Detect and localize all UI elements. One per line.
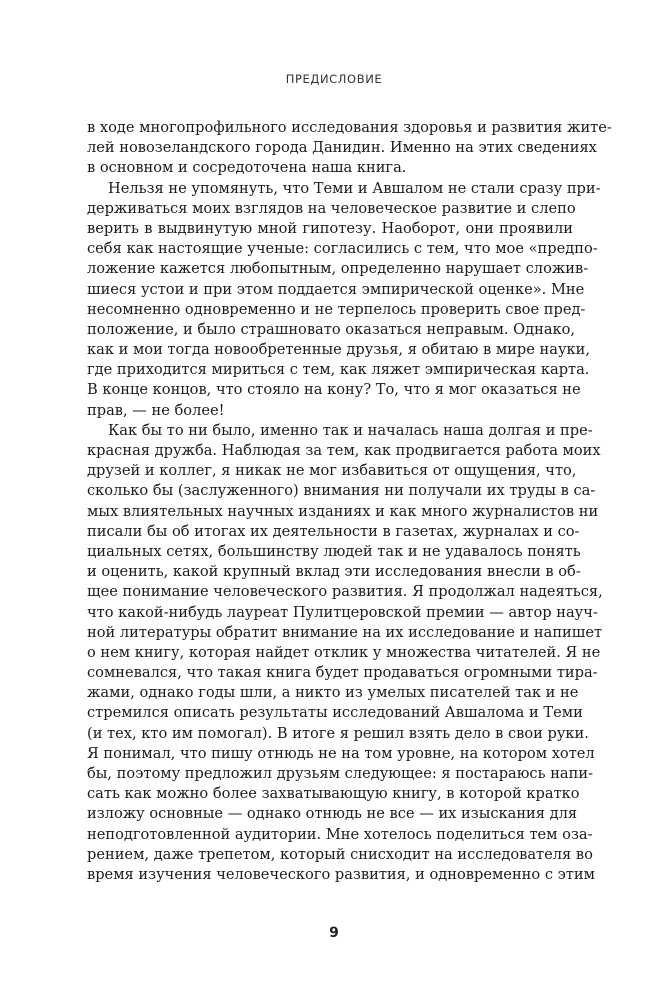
text-line: лей новозеландского города Данидин. Именно на этих сведениях	[87, 139, 597, 157]
text-line: в основном и сосредоточена наша книга.	[87, 159, 407, 177]
text-line: что какой-нибудь лауреат Пулитцеровской премии — автор науч-	[87, 603, 598, 621]
text-line: сколько бы (заслуженного) внимания ни получали их труды в са-	[87, 482, 596, 500]
text-line: мых влиятельных научных изданиях и как много журналистов ни	[87, 502, 599, 520]
text-line: где приходится мириться с тем, как ляжет эмпирическая карта.	[87, 361, 590, 379]
text-line: друзей и коллег, я никак не мог избавиться от ощущения, что,	[87, 462, 577, 480]
text-line: стремился описать результаты исследований Авшалома и Теми	[87, 704, 583, 722]
text-line: в ходе многопрофильного исследования здоровья и развития жите-	[87, 119, 612, 136]
text-line: положение, и было страшновато оказаться неправым. Однако,	[87, 320, 576, 338]
text-line: Я понимал, что пишу отнюдь не на том уровне, на котором хотел	[87, 744, 595, 762]
text-line: (и тех, кто им помогал). В итоге я решил взять дело в свои руки.	[87, 724, 589, 742]
text-line: и оценить, какой крупный вклад эти исследования внесли в об-	[87, 563, 581, 581]
text-line: верить в выдвинутую мной гипотезу. Наоборот, они проявили	[87, 219, 573, 237]
text-line: красная дружба. Наблюдая за тем, как продвигается работа моих	[87, 442, 601, 459]
text-line: время изучения человеческого развития, и одновременно с этим	[87, 865, 595, 883]
text-line: изложу основные — однако отнюдь не все — их изыскания для	[87, 805, 578, 823]
body-text	[87, 118, 612, 885]
page-number: 9	[329, 925, 339, 941]
paragraph-first-line: Нельзя не упомянуть, что Теми и Авшалом не стали сразу при-	[108, 179, 601, 197]
paragraph-first-line: Как бы то ни было, именно так и началась наша долгая и пре-	[108, 421, 593, 439]
text-line: шиеся устои и при этом поддается эмпирической оценке». Мне	[87, 280, 585, 298]
text-line: держиваться моих взглядов на человеческое развитие и слепо	[87, 199, 576, 217]
text-line: несомненно одновременно и не терпелось проверить свое пред-	[87, 300, 586, 318]
running-header: ПРЕДИСЛОВИЕ	[285, 72, 383, 86]
text-line: бы, поэтому предложил друзьям следующее: я постараюсь напи-	[87, 765, 594, 782]
text-line: о нем книгу, которая найдет отклик у множества читателей. Я не	[87, 643, 601, 661]
text-line: ной литературы обратит внимание на их исследование и напишет	[87, 623, 603, 641]
text-line: сомневался, что такая книга будет продаваться огромными тира-	[87, 664, 598, 682]
text-line: щее понимание человеческого развития. Я продолжал надеяться,	[87, 583, 603, 601]
text-line: рением, даже трепетом, который снисходит на исследователя во	[87, 845, 593, 863]
text-line: как и мои тогда новообретенные друзья, я обитаю в мире науки,	[87, 341, 591, 359]
text-line: себя как настоящие ученые: согласились с тем, что мое «предпо-	[87, 240, 598, 258]
text-line: ложение кажется любопытным, определенно нарушает сложив-	[87, 260, 589, 278]
text-line: В конце концов, что стояло на кону? То, что я мог оказаться не	[87, 381, 581, 399]
text-line: писали бы об итогах их деятельности в газетах, журналах и со-	[87, 522, 580, 540]
text-line: неподготовленной аудитории. Мне хотелось поделиться тем оза-	[87, 825, 593, 843]
text-line: сать как можно более захватывающую книгу, в которой кратко	[87, 785, 580, 803]
text-line: циальных сетях, большинству людей так и не удавалось понять	[87, 542, 581, 560]
text-line: жами, однако годы шли, а никто из умелых писателей так и не	[87, 684, 579, 702]
text-line: прав, — не более!	[87, 401, 225, 419]
